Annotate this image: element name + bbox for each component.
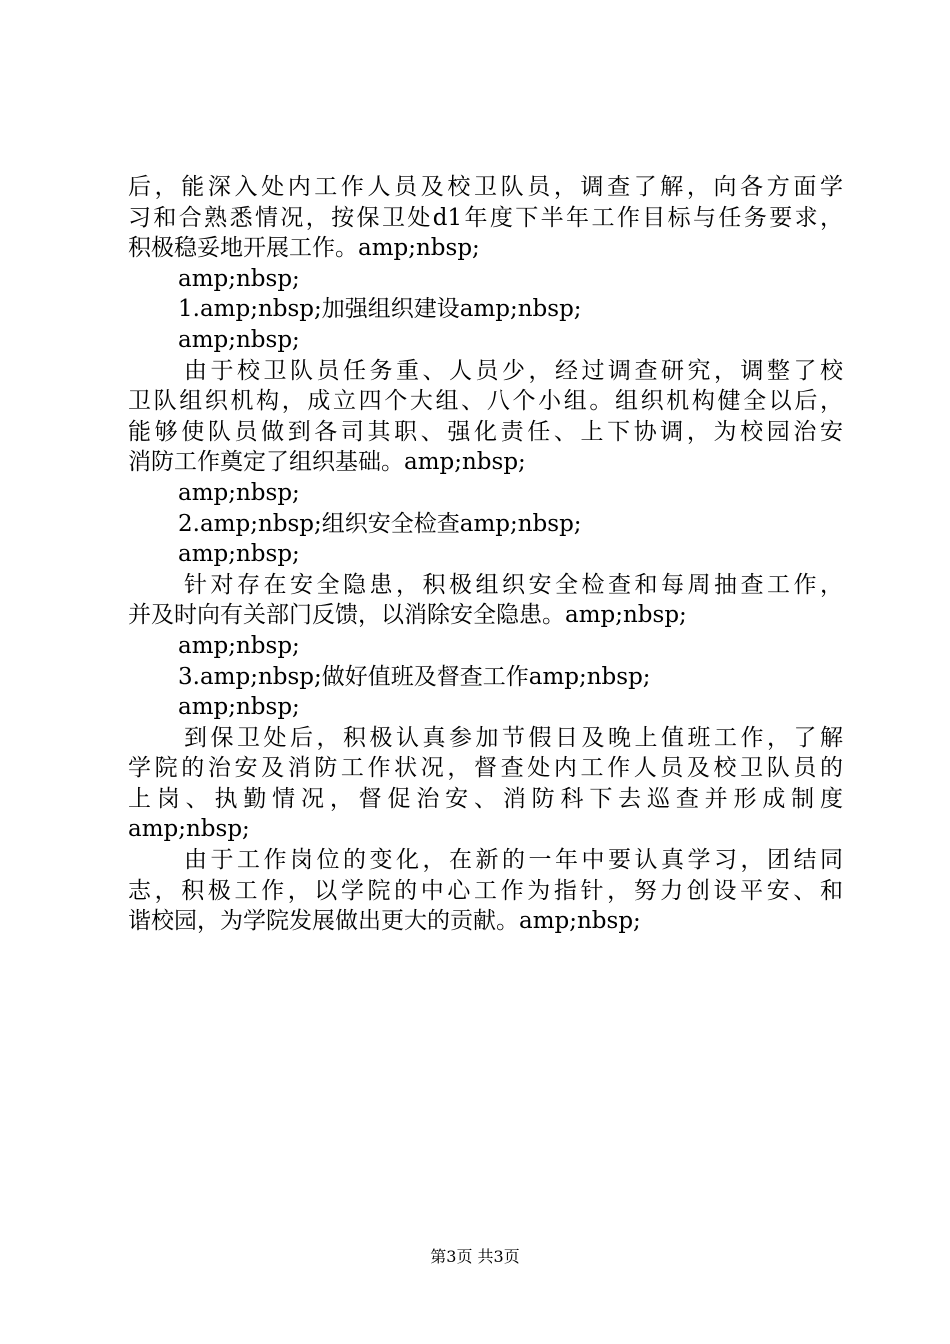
document-body	[128, 172, 843, 937]
text-line: 学院的治安及消防工作状况，督查处内工作人员及校卫队员的	[128, 755, 843, 782]
page-number: 第3页 共3页	[430, 1247, 520, 1266]
section-heading: 1.amp;nbsp;加强组织建设amp;nbsp;	[178, 296, 582, 323]
text-line: amp;nbsp;	[178, 694, 300, 721]
text-line: 谐校园，为学院发展做出更大的贡献。amp;nbsp;	[128, 908, 641, 935]
section-heading: 3.amp;nbsp;做好值班及督查工作amp;nbsp;	[178, 663, 651, 690]
text-line: 上岗、执勤情况，督促治安、消防科下去巡查并形成制度	[128, 785, 843, 812]
section-heading: 2.amp;nbsp;组织安全检查amp;nbsp;	[178, 510, 582, 537]
text-line: amp;nbsp;	[178, 479, 300, 506]
text-line: 卫队组织机构，成立四个大组、八个小组。组织机构健全以后，	[128, 388, 843, 415]
text-line: 由于工作岗位的变化，在新的一年中要认真学习，团结同	[184, 847, 843, 874]
text-line: amp;nbsp;	[178, 632, 300, 659]
text-line: amp;nbsp;	[178, 326, 300, 353]
text-line: 积极稳妥地开展工作。amp;nbsp;	[128, 235, 480, 262]
text-line: 习和合熟悉情况，按保卫处d1年度下半年工作目标与任务要求，	[128, 204, 843, 231]
text-line: amp;nbsp;	[178, 541, 300, 568]
text-line: amp;nbsp;	[128, 816, 250, 843]
text-line: amp;nbsp;	[178, 265, 300, 292]
text-line: 后，能深入处内工作人员及校卫队员，调查了解，向各方面学	[128, 174, 843, 200]
text-line: 能够使队员做到各司其职、强化责任、上下协调，为校园治安	[128, 418, 843, 445]
text-line: 消防工作奠定了组织基础。amp;nbsp;	[128, 449, 526, 476]
text-line: 并及时向有关部门反馈，以消除安全隐患。amp;nbsp;	[128, 602, 687, 629]
text-line: 由于校卫队员任务重、人员少，经过调查研究，调整了校	[184, 357, 843, 384]
text-line: 志，积极工作，以学院的中心工作为指针，努力创设平安、和	[128, 877, 843, 904]
text-line: 到保卫处后，积极认真参加节假日及晚上值班工作，了解	[184, 724, 843, 751]
text-line: 针对存在安全隐患，积极组织安全检查和每周抽查工作，	[184, 571, 843, 598]
